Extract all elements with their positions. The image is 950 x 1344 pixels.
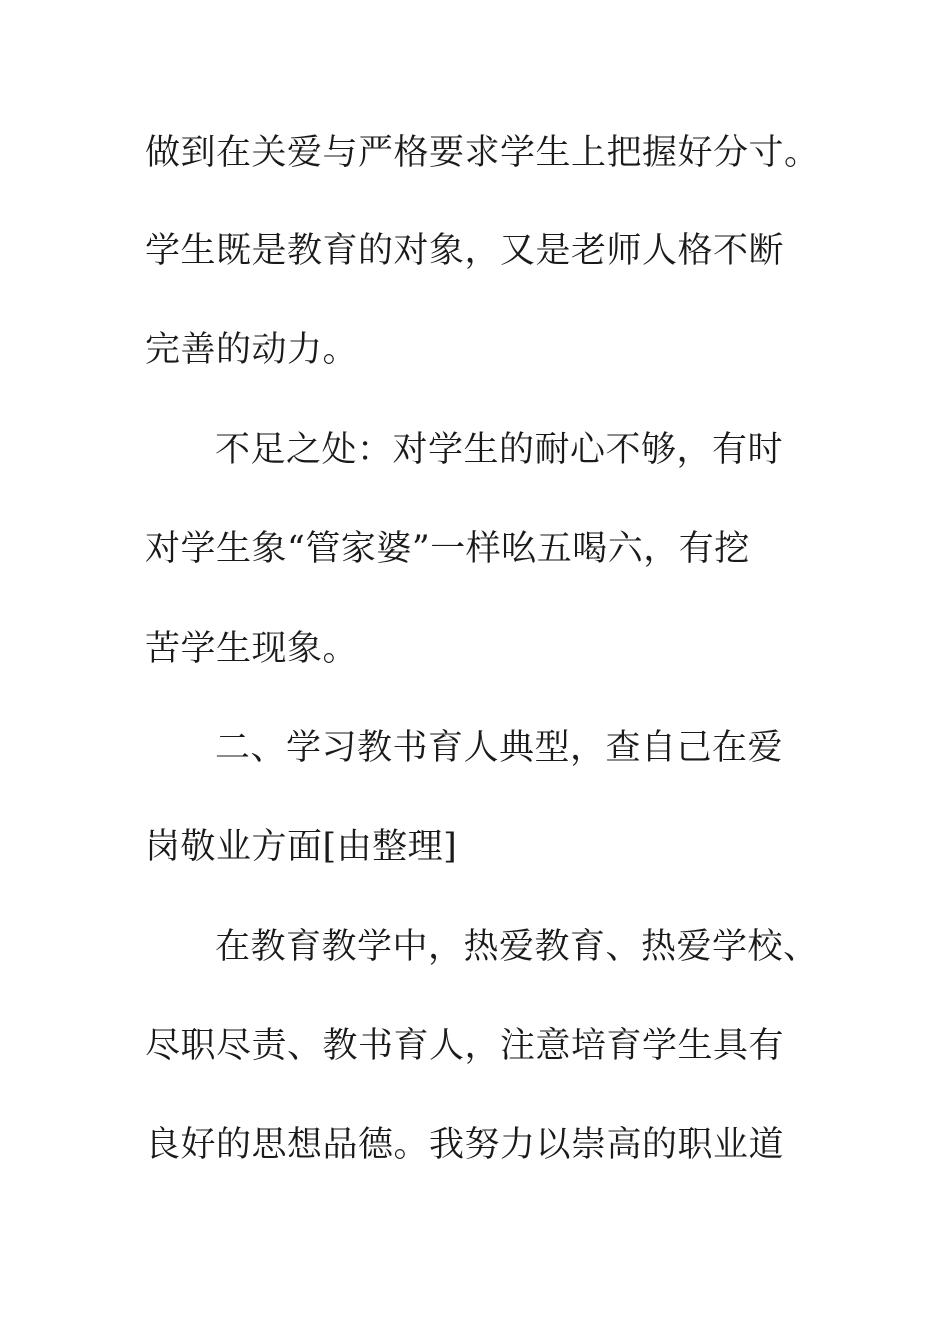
paragraph-first-line: 在教育教学中，热爱教育、热爱学校、 [215,927,819,967]
paragraph-first-line: 不足之处：对学生的耐心不够，有时 [215,430,784,470]
text-line: 尽职尽责、教书育人，注意培育学生具有 [145,1026,785,1066]
text-line: 对学生象“管家婆”一样吆五喝六，有挖 [145,529,750,569]
text-line: 做到在关爱与严格要求学生上把握好分寸。 [145,133,820,173]
text-line: 学生既是教育的对象，又是老师人格不断 [145,231,785,271]
section-heading-line: 二、学习教书育人典型，查自己在爱 [215,728,784,768]
text-line: 完善的动力。 [145,330,359,370]
text-line: 苦学生现象。 [145,629,359,669]
section-heading-line: 岗敬业方面[由整理] [145,827,458,867]
text-line: 良好的思想品德。我努力以崇高的职业道 [145,1125,785,1165]
